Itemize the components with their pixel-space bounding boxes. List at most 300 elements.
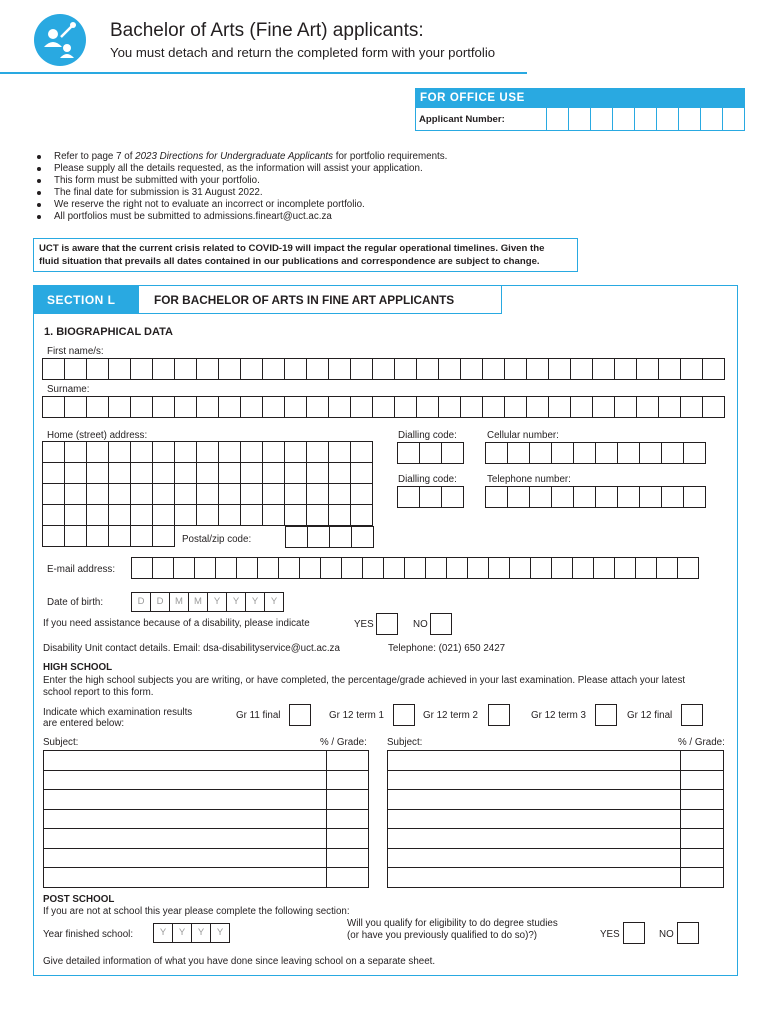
char-cell[interactable] xyxy=(350,396,373,418)
high-school-heading: HIGH SCHOOL xyxy=(43,662,113,673)
disability-yes-label: YES xyxy=(354,619,374,630)
bio-heading: 1. BIOGRAPHICAL DATA xyxy=(44,326,173,338)
char-cell[interactable] xyxy=(680,396,703,418)
subject-cell[interactable] xyxy=(44,790,327,810)
char-cell[interactable] xyxy=(328,462,351,484)
list-item: Refer to page 7 of 2023 Directions for Undergraduate Applicants for portfolio requirements. xyxy=(36,151,447,163)
applicant-number-row xyxy=(415,107,745,131)
char-cell[interactable] xyxy=(152,557,174,579)
email-label: E-mail address: xyxy=(47,564,116,575)
char-cell[interactable] xyxy=(328,441,351,463)
char-cell[interactable] xyxy=(218,441,241,463)
char-cell[interactable] xyxy=(635,557,657,579)
char-cell[interactable] xyxy=(658,358,681,380)
grade-cell[interactable] xyxy=(681,770,724,790)
char-cell[interactable] xyxy=(702,358,725,380)
year-finished-label: Year finished school: xyxy=(43,929,134,940)
char-cell[interactable] xyxy=(240,441,263,463)
char-cell[interactable] xyxy=(130,358,153,380)
option-gr12-term3-label: Gr 12 term 3 xyxy=(531,710,586,721)
char-cell[interactable] xyxy=(262,358,285,380)
char-cell[interactable] xyxy=(64,441,87,463)
char-cell[interactable] xyxy=(307,526,330,548)
char-cell[interactable] xyxy=(306,441,329,463)
char-cell[interactable] xyxy=(108,358,131,380)
char-cell[interactable] xyxy=(240,504,263,526)
char-cell[interactable] xyxy=(661,442,684,464)
eligibility-yes-checkbox[interactable] xyxy=(623,922,645,944)
char-cell[interactable] xyxy=(108,504,131,526)
char-cell[interactable] xyxy=(173,557,195,579)
subject-col-right: Subject: xyxy=(387,737,423,748)
char-cell[interactable] xyxy=(328,358,351,380)
grade-cell[interactable] xyxy=(327,751,369,771)
char-cell[interactable] xyxy=(639,486,662,508)
char-cell[interactable] xyxy=(174,462,197,484)
char-cell[interactable] xyxy=(636,396,659,418)
list-item: Please supply all the details requested, as the information will assist your application. xyxy=(36,163,447,175)
char-cell[interactable] xyxy=(328,396,351,418)
char-cell[interactable] xyxy=(152,504,175,526)
char-cell[interactable] xyxy=(240,396,263,418)
grade-cell[interactable] xyxy=(681,751,724,771)
char-cell[interactable] xyxy=(482,396,505,418)
dob-field[interactable]: D D M M Y Y Y Y xyxy=(131,592,283,612)
list-item: The final date for submission is 31 August 2022. xyxy=(36,187,447,199)
char-cell[interactable] xyxy=(108,483,131,505)
table-row[interactable] xyxy=(388,770,724,790)
disability-yes-checkbox[interactable] xyxy=(376,613,398,635)
char-cell[interactable] xyxy=(299,557,321,579)
char-cell[interactable] xyxy=(350,483,373,505)
post-school-instruction: If you are not at school this year please complete the following section: xyxy=(43,906,350,917)
char-cell[interactable] xyxy=(42,441,65,463)
option-gr12-term1-label: Gr 12 term 1 xyxy=(329,710,384,721)
char-cell[interactable] xyxy=(419,442,442,464)
char-cell[interactable] xyxy=(504,396,527,418)
section-tab: SECTION L xyxy=(33,285,139,314)
char-cell[interactable] xyxy=(570,358,593,380)
grade-cell[interactable] xyxy=(327,829,369,849)
grade-cell[interactable] xyxy=(681,868,724,888)
table-row[interactable] xyxy=(44,770,369,790)
email-field[interactable] xyxy=(131,557,698,579)
telephone-field[interactable] xyxy=(485,486,705,508)
char-cell[interactable] xyxy=(262,396,285,418)
char-cell[interactable] xyxy=(350,358,373,380)
disability-telephone: Telephone: (021) 650 2427 xyxy=(388,643,506,654)
subject-cell[interactable] xyxy=(44,848,327,868)
option-gr11-final-label: Gr 11 final xyxy=(236,710,281,721)
char-cell[interactable] xyxy=(64,504,87,526)
char-cell[interactable] xyxy=(215,557,237,579)
char-cell[interactable] xyxy=(174,358,197,380)
subject-cell[interactable] xyxy=(388,848,681,868)
char-cell[interactable] xyxy=(240,483,263,505)
table-row[interactable] xyxy=(44,868,369,888)
subject-cell[interactable] xyxy=(388,790,681,810)
char-cell[interactable] xyxy=(130,396,153,418)
char-cell[interactable] xyxy=(551,486,574,508)
char-cell[interactable] xyxy=(196,504,219,526)
table-row[interactable] xyxy=(388,809,724,829)
char-cell[interactable] xyxy=(42,462,65,484)
char-cell[interactable] xyxy=(306,358,329,380)
char-cell[interactable] xyxy=(551,442,574,464)
char-cell[interactable] xyxy=(108,525,131,547)
char-cell[interactable] xyxy=(595,486,618,508)
list-item: We reserve the right not to evaluate an incorrect or incomplete portfolio. xyxy=(36,199,447,211)
char-cell[interactable] xyxy=(130,483,153,505)
char-cell[interactable] xyxy=(438,396,461,418)
char-cell[interactable] xyxy=(42,483,65,505)
disability-no-checkbox[interactable] xyxy=(430,613,452,635)
char-cell[interactable] xyxy=(86,462,109,484)
subject-cell[interactable] xyxy=(388,829,681,849)
char-cell[interactable] xyxy=(64,483,87,505)
grade-cell[interactable] xyxy=(327,790,369,810)
char-cell[interactable] xyxy=(397,442,420,464)
eligibility-question-2: (or have you previously qualified to do so)?) xyxy=(347,930,538,941)
char-cell[interactable] xyxy=(64,525,87,547)
char-cell[interactable] xyxy=(438,358,461,380)
subject-cell[interactable] xyxy=(44,751,327,771)
table-row[interactable] xyxy=(388,751,724,771)
table-row[interactable] xyxy=(388,848,724,868)
char-cell[interactable] xyxy=(485,442,508,464)
char-cell[interactable] xyxy=(284,441,307,463)
char-cell[interactable] xyxy=(152,483,175,505)
char-cell[interactable] xyxy=(416,358,439,380)
dialling-code-field-2[interactable] xyxy=(397,486,463,508)
subject-cell[interactable] xyxy=(44,868,327,888)
char-cell[interactable] xyxy=(372,358,395,380)
char-cell[interactable] xyxy=(86,504,109,526)
char-cell[interactable] xyxy=(509,557,531,579)
char-cell[interactable] xyxy=(617,486,640,508)
indicate-label-1: Indicate which examination results xyxy=(43,707,193,718)
char-cell[interactable] xyxy=(460,358,483,380)
char-cell[interactable] xyxy=(284,358,307,380)
list-item: All portfolios must be submitted to admissions.fineart@uct.ac.za xyxy=(36,211,447,223)
char-cell[interactable] xyxy=(284,462,307,484)
char-cell[interactable] xyxy=(683,486,706,508)
char-cell[interactable] xyxy=(152,358,175,380)
char-cell[interactable] xyxy=(108,396,131,418)
char-cell[interactable] xyxy=(262,483,285,505)
postal-code-label: Postal/zip code: xyxy=(182,534,252,545)
char-cell[interactable] xyxy=(86,358,109,380)
char-cell[interactable] xyxy=(593,557,615,579)
option-gr12-term2-label: Gr 12 term 2 xyxy=(423,710,478,721)
subject-cell[interactable] xyxy=(388,809,681,829)
char-cell[interactable] xyxy=(397,486,420,508)
char-cell[interactable] xyxy=(306,504,329,526)
dialling-code-label-2: Dialling code: xyxy=(398,474,457,485)
char-cell[interactable] xyxy=(306,396,329,418)
char-cell[interactable] xyxy=(108,462,131,484)
char-cell[interactable] xyxy=(306,483,329,505)
char-cell[interactable] xyxy=(488,557,510,579)
char-cell[interactable] xyxy=(572,557,594,579)
char-cell[interactable] xyxy=(617,442,640,464)
char-cell[interactable] xyxy=(573,486,596,508)
eligibility-yes-label: YES xyxy=(600,929,620,940)
char-cell[interactable] xyxy=(441,442,464,464)
user-network-icon xyxy=(34,14,86,66)
char-cell[interactable] xyxy=(404,557,426,579)
char-cell[interactable] xyxy=(592,358,615,380)
char-cell[interactable] xyxy=(240,462,263,484)
char-cell[interactable] xyxy=(196,441,219,463)
char-cell[interactable] xyxy=(131,557,153,579)
char-cell[interactable] xyxy=(551,557,573,579)
first-names-field[interactable] xyxy=(42,358,724,380)
char-cell[interactable] xyxy=(614,557,636,579)
char-cell[interactable] xyxy=(152,525,175,547)
char-cell[interactable] xyxy=(64,358,87,380)
grade-cell[interactable] xyxy=(681,829,724,849)
char-cell[interactable] xyxy=(394,358,417,380)
option-gr12-term3-checkbox[interactable] xyxy=(595,704,617,726)
char-cell[interactable] xyxy=(350,441,373,463)
cellular-label: Cellular number: xyxy=(487,430,559,441)
post-school-heading: POST SCHOOL xyxy=(43,894,115,905)
char-cell[interactable] xyxy=(329,526,352,548)
home-address-label: Home (street) address: xyxy=(47,430,148,441)
grade-cell[interactable] xyxy=(327,848,369,868)
char-cell[interactable] xyxy=(372,396,395,418)
char-cell[interactable] xyxy=(130,504,153,526)
cellular-field[interactable] xyxy=(485,442,705,464)
char-cell[interactable] xyxy=(64,462,87,484)
high-school-desc-1: Enter the high school subjects you are writing, or have completed, the percentage/grade achieved in your last examination. Please attach your latest xyxy=(43,675,686,686)
char-cell[interactable] xyxy=(530,557,552,579)
dialling-code-field-1[interactable] xyxy=(397,442,463,464)
char-cell[interactable] xyxy=(350,504,373,526)
char-cell[interactable] xyxy=(42,358,65,380)
char-cell[interactable] xyxy=(548,358,571,380)
char-cell[interactable] xyxy=(656,557,678,579)
char-cell[interactable] xyxy=(425,557,447,579)
char-cell[interactable] xyxy=(639,442,662,464)
char-cell[interactable] xyxy=(419,486,442,508)
char-cell[interactable] xyxy=(526,358,549,380)
char-cell[interactable] xyxy=(86,525,109,547)
char-cell[interactable] xyxy=(236,557,258,579)
grade-cell[interactable] xyxy=(327,770,369,790)
table-row[interactable] xyxy=(44,848,369,868)
subject-cell[interactable] xyxy=(44,829,327,849)
char-cell[interactable] xyxy=(362,557,384,579)
subject-cell[interactable] xyxy=(388,868,681,888)
char-cell[interactable] xyxy=(573,442,596,464)
disability-question: If you need assistance because of a disability, please indicate xyxy=(43,618,310,629)
table-row[interactable] xyxy=(388,790,724,810)
char-cell[interactable] xyxy=(383,557,405,579)
char-cell[interactable] xyxy=(680,358,703,380)
char-cell[interactable] xyxy=(196,396,219,418)
char-cell[interactable] xyxy=(174,483,197,505)
char-cell[interactable] xyxy=(86,396,109,418)
option-gr12-term1-checkbox[interactable] xyxy=(393,704,415,726)
char-cell[interactable] xyxy=(394,396,417,418)
subject-cell[interactable] xyxy=(44,809,327,829)
char-cell[interactable] xyxy=(529,442,552,464)
char-cell[interactable] xyxy=(218,483,241,505)
char-cell[interactable] xyxy=(284,504,307,526)
table-row[interactable] xyxy=(44,790,369,810)
char-cell[interactable] xyxy=(320,557,342,579)
char-cell[interactable] xyxy=(130,441,153,463)
char-cell[interactable] xyxy=(702,396,725,418)
char-cell[interactable] xyxy=(683,442,706,464)
telephone-label: Telephone number: xyxy=(487,474,571,485)
subject-cell[interactable] xyxy=(388,770,681,790)
char-cell[interactable] xyxy=(285,526,308,548)
option-gr12-term2-checkbox[interactable] xyxy=(488,704,510,726)
char-cell[interactable] xyxy=(42,396,65,418)
char-cell[interactable] xyxy=(240,358,263,380)
eligibility-no-checkbox[interactable] xyxy=(677,922,699,944)
char-cell[interactable] xyxy=(677,557,699,579)
table-row[interactable] xyxy=(44,751,369,771)
char-cell[interactable] xyxy=(42,504,65,526)
table-row[interactable] xyxy=(44,809,369,829)
grade-col-left: % / Grade: xyxy=(320,737,367,748)
char-cell[interactable] xyxy=(42,525,65,547)
char-cell[interactable] xyxy=(482,358,505,380)
char-cell[interactable] xyxy=(152,462,175,484)
char-cell[interactable] xyxy=(262,441,285,463)
char-cell[interactable] xyxy=(416,396,439,418)
covid-notice: UCT is aware that the current crisis related to COVID-19 will impact the regular operational timelines. Given the fluid situation that prevails all dates contained in our publications and correspondence are subject to change. xyxy=(33,238,578,272)
grade-cell[interactable] xyxy=(681,790,724,810)
post-school-footer: Give detailed information of what you have done since leaving school on a separate sheet. xyxy=(43,956,436,967)
high-school-desc-2: school report to this form. xyxy=(43,687,154,698)
form-subtitle: You must detach and return the completed form with your portfolio xyxy=(110,45,496,60)
applicant-number-label: Applicant Number: xyxy=(419,114,505,125)
option-gr12-final-label: Gr 12 final xyxy=(627,710,673,721)
char-cell[interactable] xyxy=(441,486,464,508)
char-cell[interactable] xyxy=(592,396,615,418)
char-cell[interactable] xyxy=(152,396,175,418)
subject-cell[interactable] xyxy=(44,770,327,790)
char-cell[interactable] xyxy=(658,396,681,418)
char-cell[interactable] xyxy=(152,441,175,463)
disability-no-label: NO xyxy=(413,619,428,630)
char-cell[interactable] xyxy=(460,396,483,418)
char-cell[interactable] xyxy=(174,504,197,526)
char-cell[interactable] xyxy=(341,557,363,579)
char-cell[interactable] xyxy=(86,483,109,505)
char-cell[interactable] xyxy=(350,462,373,484)
char-cell[interactable] xyxy=(196,462,219,484)
grade-cell[interactable] xyxy=(681,848,724,868)
char-cell[interactable] xyxy=(262,462,285,484)
char-cell[interactable] xyxy=(467,557,489,579)
option-gr11-final-checkbox[interactable] xyxy=(289,704,311,726)
subjects-table-right[interactable] xyxy=(387,750,724,888)
grade-cell[interactable] xyxy=(681,809,724,829)
char-cell[interactable] xyxy=(485,486,508,508)
form-title: Bachelor of Arts (Fine Art) applicants: xyxy=(110,20,424,41)
char-cell[interactable] xyxy=(548,396,571,418)
char-cell[interactable] xyxy=(196,483,219,505)
char-cell[interactable] xyxy=(614,358,637,380)
indicate-label-2: are entered below: xyxy=(43,718,125,729)
char-cell[interactable] xyxy=(174,396,197,418)
grade-cell[interactable] xyxy=(327,809,369,829)
subjects-table-left[interactable] xyxy=(43,750,369,888)
char-cell[interactable] xyxy=(278,557,300,579)
subject-cell[interactable] xyxy=(388,751,681,771)
dialling-code-label-1: Dialling code: xyxy=(398,430,457,441)
applicant-number-field[interactable] xyxy=(546,108,744,130)
char-cell[interactable] xyxy=(595,442,618,464)
table-row[interactable] xyxy=(388,868,724,888)
surname-field[interactable] xyxy=(42,396,724,418)
char-cell[interactable] xyxy=(262,504,285,526)
char-cell[interactable] xyxy=(328,483,351,505)
eligibility-no-label: NO xyxy=(659,929,674,940)
char-cell[interactable] xyxy=(218,504,241,526)
year-finished-field[interactable]: Y Y Y Y xyxy=(153,923,229,943)
char-cell[interactable] xyxy=(636,358,659,380)
table-row[interactable] xyxy=(388,829,724,849)
table-row[interactable] xyxy=(44,829,369,849)
dob-label: Date of birth: xyxy=(47,597,104,608)
char-cell[interactable] xyxy=(446,557,468,579)
instructions-list xyxy=(36,151,447,223)
char-cell[interactable] xyxy=(529,486,552,508)
postal-code-field[interactable] xyxy=(285,526,373,548)
char-cell[interactable] xyxy=(257,557,279,579)
char-cell[interactable] xyxy=(130,462,153,484)
char-cell[interactable] xyxy=(218,462,241,484)
char-cell[interactable] xyxy=(64,396,87,418)
section-heading: FOR BACHELOR OF ARTS IN FINE ART APPLICANTS xyxy=(139,285,502,314)
char-cell[interactable] xyxy=(284,396,307,418)
char-cell[interactable] xyxy=(570,396,593,418)
subject-col-left: Subject: xyxy=(43,737,79,748)
char-cell[interactable] xyxy=(108,441,131,463)
first-names-label: First name/s: xyxy=(47,346,104,357)
char-cell[interactable] xyxy=(174,441,197,463)
char-cell[interactable] xyxy=(284,483,307,505)
surname-label: Surname: xyxy=(47,384,90,395)
char-cell[interactable] xyxy=(328,504,351,526)
char-cell[interactable] xyxy=(218,358,241,380)
char-cell[interactable] xyxy=(196,358,219,380)
char-cell[interactable] xyxy=(504,358,527,380)
char-cell[interactable] xyxy=(194,557,216,579)
char-cell[interactable] xyxy=(526,396,549,418)
char-cell[interactable] xyxy=(306,462,329,484)
grade-cell[interactable] xyxy=(327,868,369,888)
char-cell[interactable] xyxy=(351,526,374,548)
char-cell[interactable] xyxy=(614,396,637,418)
grade-col-right: % / Grade: xyxy=(678,737,725,748)
char-cell[interactable] xyxy=(130,525,153,547)
char-cell[interactable] xyxy=(218,396,241,418)
eligibility-question-1: Will you qualify for eligibility to do degree studies xyxy=(347,918,558,929)
option-gr12-final-checkbox[interactable] xyxy=(681,704,703,726)
char-cell[interactable] xyxy=(507,486,530,508)
char-cell[interactable] xyxy=(86,441,109,463)
char-cell[interactable] xyxy=(661,486,684,508)
char-cell[interactable] xyxy=(507,442,530,464)
